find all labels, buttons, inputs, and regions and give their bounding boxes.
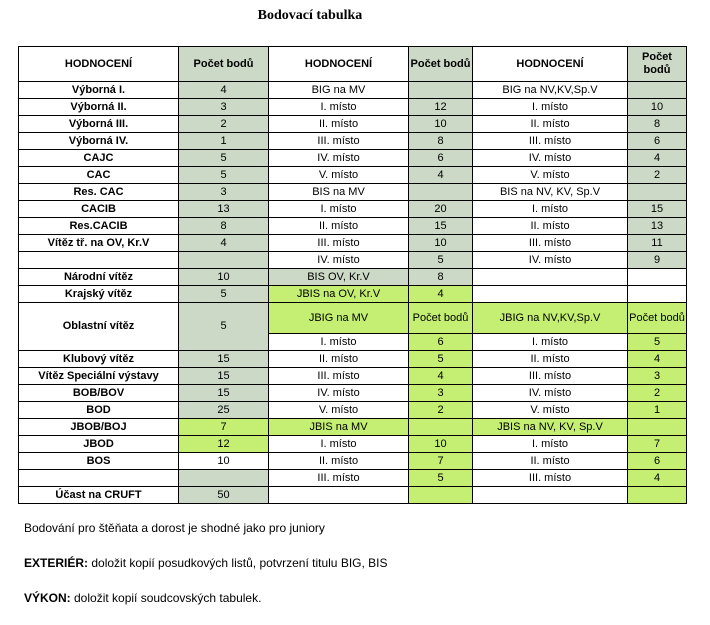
note-vykon xyxy=(24,591,261,605)
cell: I. místo xyxy=(473,436,628,453)
cell: Vítěz Speciální výstavy xyxy=(19,368,179,385)
cell: BOS xyxy=(19,453,179,470)
table-row xyxy=(19,402,687,419)
cell: 7 xyxy=(409,453,473,470)
cell: I. místo xyxy=(473,99,628,116)
cell: 3 xyxy=(409,385,473,402)
cell: 11 xyxy=(628,235,687,252)
cell: 10 xyxy=(628,99,687,116)
cell: III. místo xyxy=(269,470,409,487)
cell: II. místo xyxy=(269,218,409,235)
header-cell: HODNOCENÍ xyxy=(473,47,628,82)
cell: 2 xyxy=(179,116,269,133)
cell: BOB/BOV xyxy=(19,385,179,402)
cell: IV. místo xyxy=(269,150,409,167)
cell xyxy=(19,470,179,487)
cell: JBIG na MV xyxy=(269,303,409,334)
cell: 3 xyxy=(179,184,269,201)
cell: JBIS na OV, Kr.V xyxy=(269,286,409,303)
table-row xyxy=(19,235,687,252)
table-row xyxy=(19,419,687,436)
cell: JBIG na NV,KV,Sp.V xyxy=(473,303,628,334)
cell: III. místo xyxy=(269,133,409,150)
cell: IV. místo xyxy=(473,252,628,269)
cell: 5 xyxy=(179,167,269,184)
cell: JBOB/BOJ xyxy=(19,419,179,436)
cell: Res. CAC xyxy=(19,184,179,201)
note-puppies: Bodování pro štěňata a dorost je shodné jako pro juniory xyxy=(24,521,325,535)
table-row xyxy=(19,436,687,453)
header-row xyxy=(19,47,687,82)
cell: 12 xyxy=(409,99,473,116)
cell: 10 xyxy=(179,453,269,470)
note-vykon-label: VÝKON: xyxy=(24,591,71,605)
cell xyxy=(179,470,269,487)
cell: 5 xyxy=(628,334,687,351)
cell: Krajský vítěz xyxy=(19,286,179,303)
cell: 15 xyxy=(628,201,687,218)
cell: 5 xyxy=(409,470,473,487)
table-row xyxy=(19,453,687,470)
cell: 5 xyxy=(179,150,269,167)
cell: 6 xyxy=(409,334,473,351)
cell xyxy=(19,252,179,269)
cell xyxy=(628,487,687,504)
cell: JBIS na MV xyxy=(269,419,409,436)
cell: BIG na NV,KV,Sp.V xyxy=(473,82,628,99)
cell: IV. místo xyxy=(473,385,628,402)
cell: Výborná III. xyxy=(19,116,179,133)
cell: III. místo xyxy=(473,133,628,150)
cell: Počet bodů xyxy=(628,303,687,334)
cell xyxy=(409,419,473,436)
cell: 6 xyxy=(628,453,687,470)
cell xyxy=(628,184,687,201)
cell: 2 xyxy=(628,167,687,184)
cell: 15 xyxy=(179,385,269,402)
cell: 8 xyxy=(628,116,687,133)
cell: II. místo xyxy=(269,453,409,470)
cell: II. místo xyxy=(473,351,628,368)
cell: III. místo xyxy=(269,235,409,252)
cell: 5 xyxy=(179,286,269,303)
cell: 2 xyxy=(409,402,473,419)
cell xyxy=(628,82,687,99)
table-row xyxy=(19,252,687,269)
cell: Národní vítěz xyxy=(19,269,179,286)
cell: III. místo xyxy=(473,470,628,487)
cell xyxy=(269,487,409,504)
table-row xyxy=(19,269,687,286)
cell: III. místo xyxy=(269,368,409,385)
cell: 4 xyxy=(179,235,269,252)
cell: 3 xyxy=(628,368,687,385)
cell xyxy=(179,252,269,269)
cell: Výborná IV. xyxy=(19,133,179,150)
cell: 9 xyxy=(628,252,687,269)
table-row xyxy=(19,133,687,150)
cell: CAC xyxy=(19,167,179,184)
table-row xyxy=(19,487,687,504)
cell: 4 xyxy=(409,167,473,184)
cell xyxy=(628,419,687,436)
table-row xyxy=(19,99,687,116)
cell: Účast na CRUFT xyxy=(19,487,179,504)
cell: II. místo xyxy=(269,351,409,368)
cell: BIS na MV xyxy=(269,184,409,201)
cell: 3 xyxy=(179,99,269,116)
cell: 13 xyxy=(179,201,269,218)
cell: 15 xyxy=(409,218,473,235)
note-exterier-label: EXTERIÉR: xyxy=(24,556,89,570)
header-cell: Počet bodů xyxy=(409,47,473,82)
cell: 1 xyxy=(179,133,269,150)
table-row xyxy=(19,116,687,133)
note-exterier xyxy=(24,556,388,570)
cell: I. místo xyxy=(473,201,628,218)
cell: 8 xyxy=(409,133,473,150)
cell xyxy=(628,286,687,303)
cell: 15 xyxy=(179,368,269,385)
cell: BIG na MV xyxy=(269,82,409,99)
cell: III. místo xyxy=(473,235,628,252)
cell: IV. místo xyxy=(473,150,628,167)
cell: BIS OV, Kr.V xyxy=(269,269,409,286)
cell: II. místo xyxy=(473,218,628,235)
cell: 5 xyxy=(179,303,269,351)
cell: IV. místo xyxy=(269,252,409,269)
cell: Res.CACIB xyxy=(19,218,179,235)
page-title: Bodovací tabulka xyxy=(257,8,363,23)
cell: 4 xyxy=(628,150,687,167)
cell: 25 xyxy=(179,402,269,419)
cell: CAJC xyxy=(19,150,179,167)
cell xyxy=(628,269,687,286)
cell xyxy=(473,286,628,303)
table-row xyxy=(19,184,687,201)
cell: III. místo xyxy=(473,368,628,385)
table-row xyxy=(19,368,687,385)
cell: 13 xyxy=(628,218,687,235)
points-table xyxy=(18,46,687,504)
cell: Oblastní vítěz xyxy=(19,303,179,351)
cell: 8 xyxy=(409,269,473,286)
cell: CACIB xyxy=(19,201,179,218)
cell: 5 xyxy=(409,351,473,368)
cell: II. místo xyxy=(473,453,628,470)
cell: 2 xyxy=(628,385,687,402)
table-row xyxy=(19,150,687,167)
cell: 4 xyxy=(409,286,473,303)
cell: Počet bodů xyxy=(409,303,473,334)
table-row xyxy=(19,470,687,487)
cell: BIS na NV, KV, Sp.V xyxy=(473,184,628,201)
cell: IV. místo xyxy=(269,385,409,402)
cell: Výborná II. xyxy=(19,99,179,116)
table-row xyxy=(19,82,687,99)
cell: 7 xyxy=(628,436,687,453)
table-row xyxy=(19,167,687,184)
cell: Výborná I. xyxy=(19,82,179,99)
cell: Klubový vítěz xyxy=(19,351,179,368)
cell: I. místo xyxy=(269,201,409,218)
cell: JBIS na NV, KV, Sp.V xyxy=(473,419,628,436)
cell xyxy=(409,82,473,99)
cell: 5 xyxy=(409,252,473,269)
cell xyxy=(473,487,628,504)
cell xyxy=(409,487,473,504)
cell: 15 xyxy=(179,351,269,368)
cell: 10 xyxy=(179,269,269,286)
cell: I. místo xyxy=(269,436,409,453)
cell: 10 xyxy=(409,436,473,453)
table-row xyxy=(19,385,687,402)
cell: 4 xyxy=(179,82,269,99)
cell: 4 xyxy=(628,470,687,487)
cell: JBOD xyxy=(19,436,179,453)
cell: V. místo xyxy=(269,402,409,419)
cell: V. místo xyxy=(473,167,628,184)
cell: 20 xyxy=(409,201,473,218)
cell: 12 xyxy=(179,436,269,453)
table-row xyxy=(19,286,687,303)
cell: 50 xyxy=(179,487,269,504)
header-cell: HODNOCENÍ xyxy=(269,47,409,82)
table-row xyxy=(19,351,687,368)
cell: II. místo xyxy=(269,116,409,133)
cell: 6 xyxy=(409,150,473,167)
table-row xyxy=(19,303,687,334)
cell: I. místo xyxy=(269,99,409,116)
cell: 10 xyxy=(409,116,473,133)
table-row xyxy=(19,201,687,218)
cell: 10 xyxy=(409,235,473,252)
cell: V. místo xyxy=(473,402,628,419)
header-cell: Počet bodů xyxy=(628,47,687,82)
note-vykon-text: doložit kopií soudcovských tabulek. xyxy=(70,591,262,605)
cell xyxy=(473,269,628,286)
cell: 7 xyxy=(179,419,269,436)
cell: II. místo xyxy=(473,116,628,133)
cell: I. místo xyxy=(473,334,628,351)
cell: 1 xyxy=(628,402,687,419)
cell: V. místo xyxy=(269,167,409,184)
header-cell: HODNOCENÍ xyxy=(19,47,179,82)
header-cell: Počet bodů xyxy=(179,47,269,82)
cell: I. místo xyxy=(269,334,409,351)
cell: 6 xyxy=(628,133,687,150)
note-exterier-text: doložit kopií posudkových listů, potvrzení titulu BIG, BIS xyxy=(88,556,388,570)
cell: 4 xyxy=(409,368,473,385)
cell xyxy=(409,184,473,201)
cell: BOD xyxy=(19,402,179,419)
cell: 8 xyxy=(179,218,269,235)
cell: 4 xyxy=(628,351,687,368)
table-row xyxy=(19,218,687,235)
cell: Vítěz tř. na OV, Kr.V xyxy=(19,235,179,252)
